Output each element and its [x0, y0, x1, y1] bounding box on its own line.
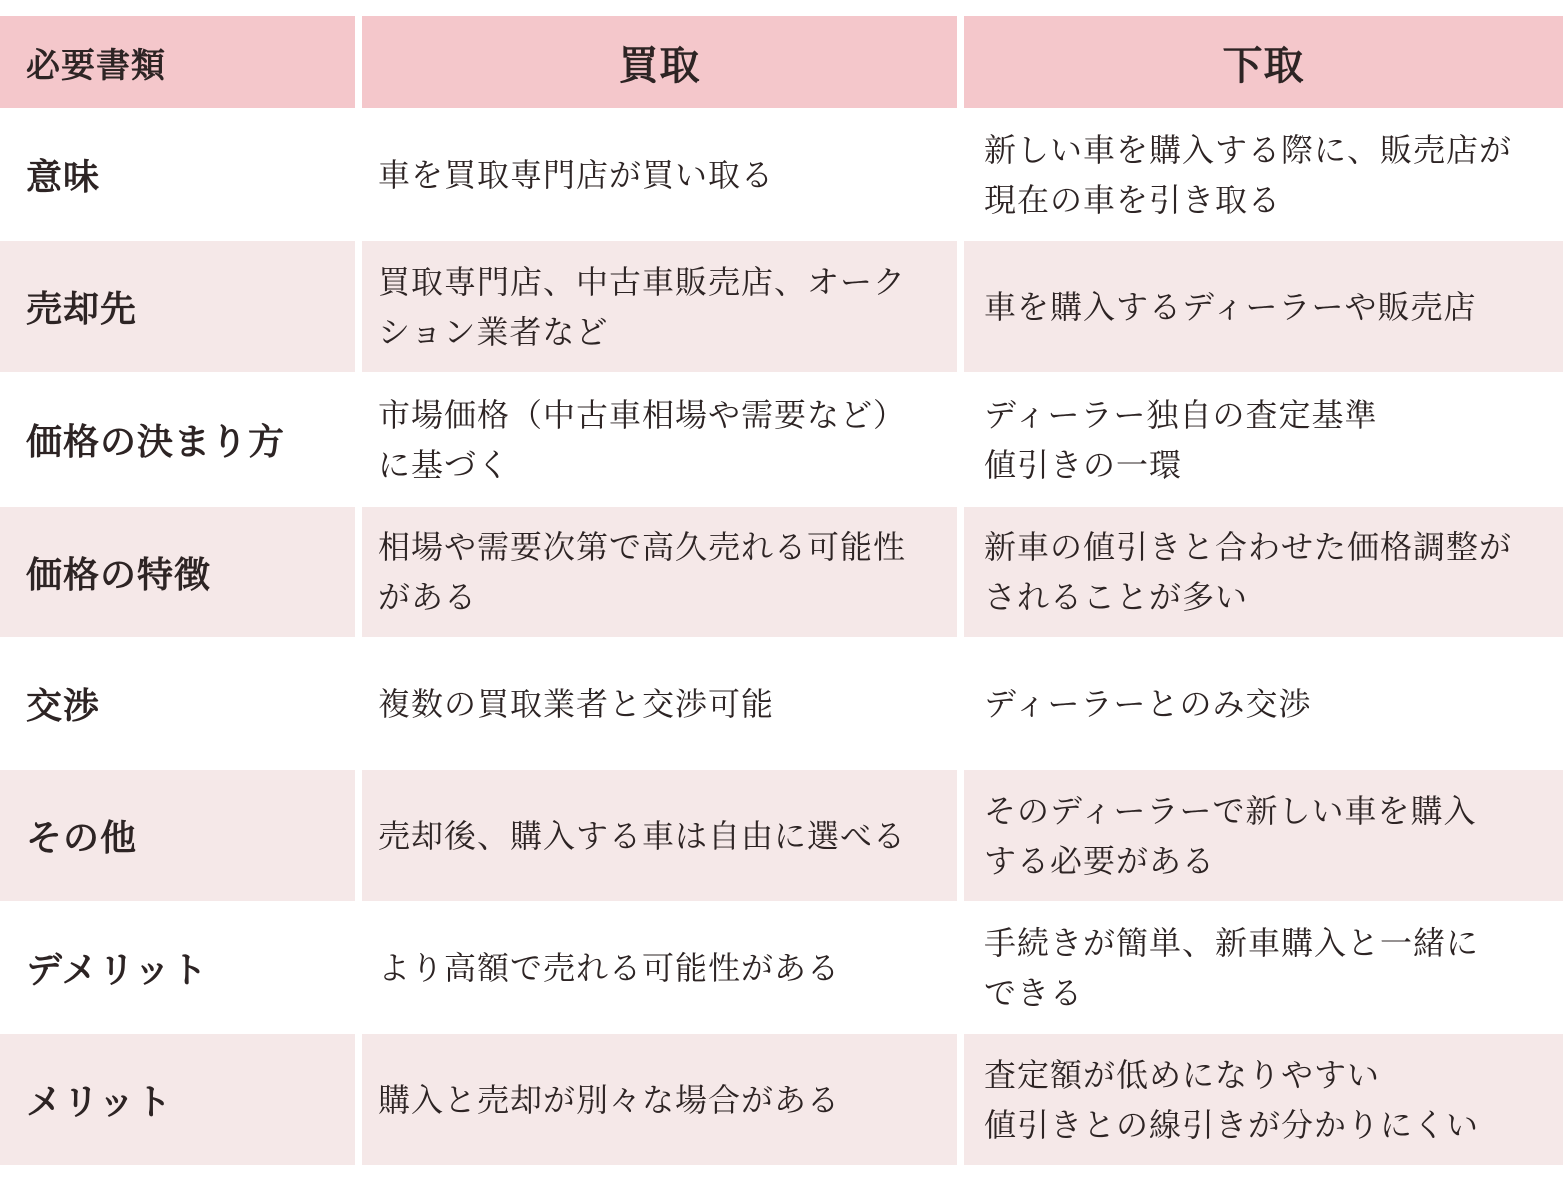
row-label-cell	[0, 637, 355, 770]
row-label: 価格の決まり方	[26, 422, 286, 463]
shitadori-text: 新車の値引きと合わせた価格調整が されることが多い	[984, 528, 1513, 616]
row-label-cell	[0, 372, 355, 507]
row-label-cell	[0, 770, 355, 901]
shitadori-cell	[964, 372, 1563, 507]
kaitori-cell	[362, 507, 957, 637]
shitadori-text: 車を購入するディーラーや販売店	[984, 287, 1477, 326]
kaitori-text: 複数の買取業者と交渉可能	[378, 684, 775, 723]
header-label: 必要書類	[26, 45, 166, 86]
shitadori-text: ディーラーとのみ交渉	[984, 684, 1312, 723]
kaitori-cell	[362, 108, 957, 241]
header-cell-kaitori	[362, 16, 957, 108]
shitadori-cell	[964, 108, 1563, 241]
shitadori-cell	[964, 1034, 1563, 1165]
shitadori-cell	[964, 637, 1563, 770]
kaitori-cell	[362, 372, 957, 507]
kaitori-text: 売却後、購入する車は自由に選べる	[378, 816, 907, 855]
shitadori-cell	[964, 241, 1563, 372]
shitadori-text: 手続きが簡単、新車購入と一緒に できる	[984, 923, 1480, 1012]
row-label-cell	[0, 901, 355, 1034]
row-label-cell	[0, 507, 355, 637]
kaitori-text: 市場価格（中古車相場や需要など） に基づく	[378, 395, 907, 484]
shitadori-cell	[964, 507, 1563, 637]
row-label: デメリット	[26, 950, 209, 991]
kaitori-text: 購入と売却が別々な場合がある	[378, 1080, 841, 1119]
kaitori-text: 車を買取専門店が買い取る	[378, 155, 775, 194]
row-label: メリット	[26, 1082, 173, 1123]
kaitori-cell	[362, 1034, 957, 1165]
shitadori-text: 新しい車を購入する際に、販売店が 現在の車を引き取る	[984, 130, 1513, 219]
row-label-cell	[0, 241, 355, 372]
header-cell-documents	[0, 16, 355, 108]
row-label: 交渉	[26, 686, 101, 727]
header-label: 買取	[618, 42, 701, 89]
shitadori-text: そのディーラーで新しい車を購入 する必要がある	[984, 791, 1477, 880]
kaitori-cell	[362, 770, 957, 901]
row-label-cell	[0, 108, 355, 241]
row-label: 売却先	[26, 289, 138, 330]
shitadori-cell	[964, 770, 1563, 901]
kaitori-text: 買取専門店、中古車販売店、オーク ション業者など	[378, 262, 907, 351]
row-label: その他	[26, 818, 138, 859]
kaitori-text: より高額で売れる可能性がある	[378, 948, 841, 987]
shitadori-cell	[964, 901, 1563, 1034]
row-label-cell	[0, 1034, 355, 1165]
kaitori-text: 相場や需要次第で高久売れる可能性 がある	[378, 528, 907, 616]
shitadori-text: 査定額が低めになりやすい 値引きとの線引きが分かりにくい	[984, 1055, 1480, 1144]
header-cell-shitadori	[964, 16, 1563, 108]
shitadori-text: ディーラー独自の査定基準 値引きの一環	[984, 395, 1378, 484]
row-label: 意味	[26, 157, 101, 198]
header-label: 下取	[1222, 42, 1305, 89]
kaitori-cell	[362, 901, 957, 1034]
kaitori-cell	[362, 241, 957, 372]
row-label: 価格の特徴	[26, 554, 212, 596]
kaitori-cell	[362, 637, 957, 770]
